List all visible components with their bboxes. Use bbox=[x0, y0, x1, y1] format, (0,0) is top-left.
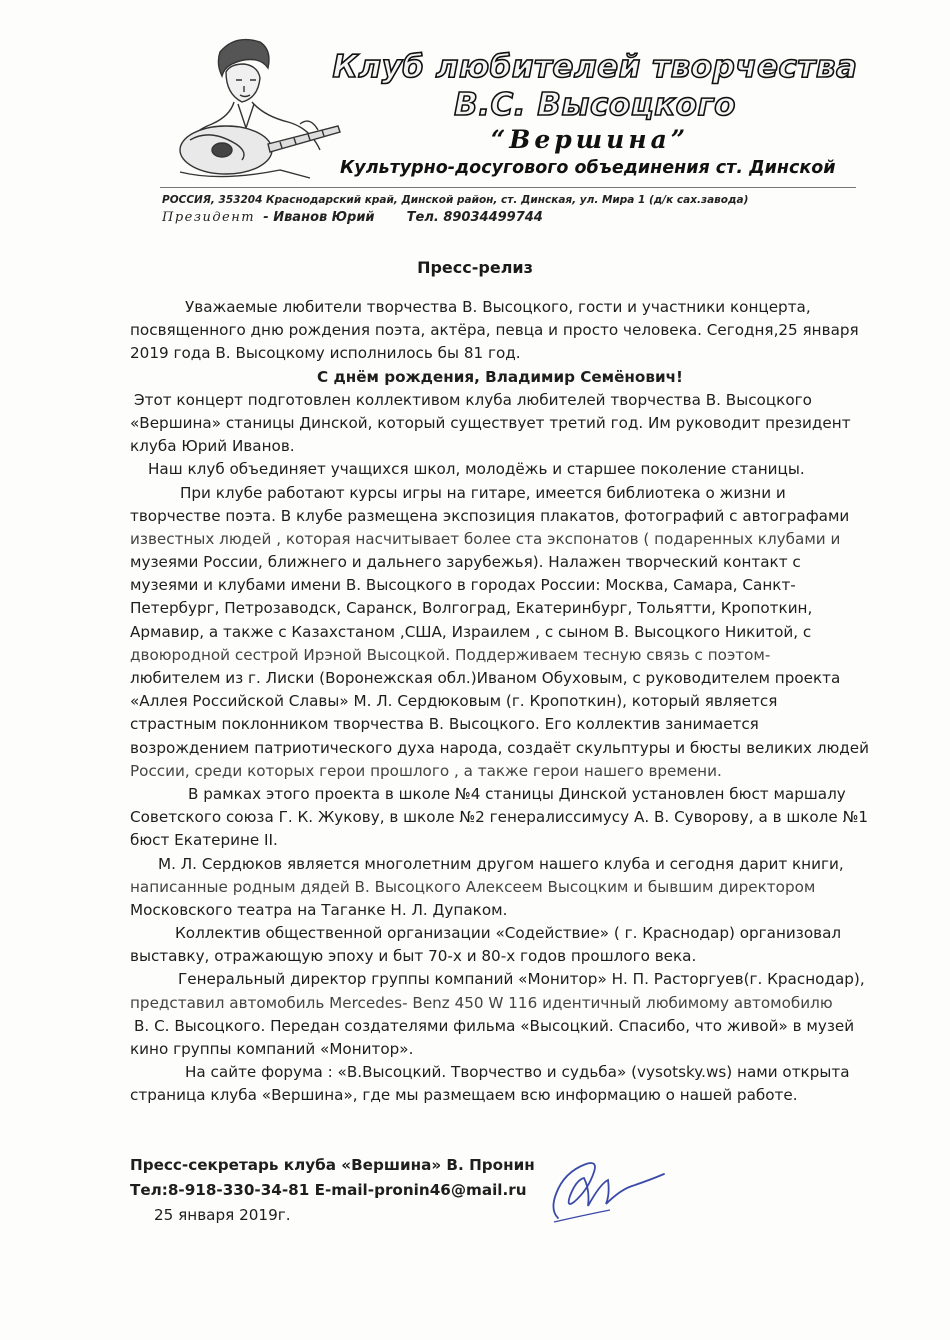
club-title-line1: Клуб любителей творчества bbox=[332, 49, 858, 85]
body-line: творчестве поэта. В клубе размещена экспозиция плакатов, фотографий с автографами bbox=[130, 506, 850, 525]
release-date: 25 января 2019г. bbox=[154, 1206, 291, 1224]
guitarist-logo-icon bbox=[160, 32, 345, 182]
body-line: Генеральный директор группы компаний «Монитор» Н. П. Расторгуев(г. Краснодар), bbox=[178, 970, 865, 989]
body-line: Петербург, Петрозаводск, Саранск, Волгоград, Екатеринбург, Тольятти, Кропоткин, bbox=[130, 599, 813, 618]
body-line: На сайте форума : «В.Высоцкий. Творчество и судьба» (vysotsky.ws) нами открыта bbox=[185, 1063, 850, 1082]
document-title: Пресс-релиз bbox=[417, 258, 533, 277]
body-line: музеями и клубами имени В. Высоцкого в городах России: Москва, Самара, Санкт- bbox=[130, 576, 796, 595]
body-line: России, среди которых герои прошлого , а также герои нашего времени. bbox=[130, 761, 722, 780]
body-line: Коллектив общественной организации «Содействие» ( г. Краснодар) организовал bbox=[175, 924, 842, 943]
press-contacts: Тел:8-918-330-34-81 E-mail-pronin46@mail.ru bbox=[130, 1181, 527, 1199]
body-line: возрождением патриотического духа народа, создаёт скульптуры и бюсты великих людей bbox=[130, 738, 870, 757]
association-name: Культурно-досугового объединения ст. Динской bbox=[340, 158, 836, 178]
president-phone: Тел. 89034499744 bbox=[406, 210, 543, 225]
body-line: Этот концерт подготовлен коллективом клуба любителей творчества В. Высоцкого bbox=[134, 390, 812, 409]
president-label: Президент bbox=[162, 210, 256, 225]
postal-address: РОССИЯ, 353204 Краснодарский край, Динской район, ст. Динская, ул. Мира 1 (д/к сах.завода) bbox=[162, 194, 749, 206]
body-line: Уважаемые любители творчества В. Высоцкого, гости и участники концерта, bbox=[185, 298, 811, 316]
body-line: известных людей , которая насчитывает более ста экспонатов ( подаренных клубами и bbox=[130, 529, 841, 548]
body-line: представил автомобиль Mercedes- Benz 450 W 116 идентичный любимому автомобилю bbox=[130, 993, 833, 1012]
body-line: страстным поклонником творчества В. Высоцкого. Его коллектив занимается bbox=[130, 715, 759, 734]
body-line: Армавир, а также с Казахстаном ,США, Израилем , с сыном В. Высоцкого Никитой, с bbox=[130, 622, 812, 641]
signature-block bbox=[130, 1153, 535, 1228]
body-line: В рамках этого проекта в школе №4 станицы Динской установлен бюст маршалу bbox=[188, 784, 846, 803]
club-title-line2: В.С. Высоцкого bbox=[454, 87, 736, 123]
body-line: Наш клуб объединяет учащихся школ, молодёжь и старшее поколение станицы. bbox=[148, 460, 805, 479]
body-line: выставку, отражающую эпоху и быт 70-х и 80-х годов прошлого века. bbox=[130, 947, 697, 966]
birthday-greeting: С днём рождения, Владимир Семёнович! bbox=[317, 367, 683, 386]
body-line: двоюродной сестрой Ирэной Высоцкой. Поддерживаем тесную связь с поэтом- bbox=[130, 645, 771, 664]
body-line: посвященного дню рождения поэта, актёра, певца и просто человека. Сегодня,25 января bbox=[130, 321, 859, 340]
body-line: М. Л. Сердюков является многолетним другом нашего клуба и сегодня дарит книги, bbox=[158, 854, 844, 873]
club-title bbox=[330, 48, 860, 124]
president-line bbox=[162, 210, 543, 225]
body-line: Московского театра на Таганке Н. Л. Дупаком. bbox=[130, 900, 508, 919]
body-line: бюст Екатерине II. bbox=[130, 831, 278, 850]
body-line: любителем из г. Лиски (Воронежская обл.)Иваном Обуховым, с руководителем проекта bbox=[130, 669, 841, 687]
press-release-body bbox=[130, 296, 870, 1108]
body-line: При клубе работают курсы игры на гитаре, имеется библиотека о жизни и bbox=[180, 483, 786, 502]
header-divider bbox=[160, 187, 856, 188]
body-line: написанные родным дядей В. Высоцкого Алексеем Высоцким и бывшим директором bbox=[130, 877, 816, 896]
body-line: «Вершина» станицы Динской, который существует третий год. Им руководит президент bbox=[130, 413, 851, 432]
body-line: В. С. Высоцкого. Передан создателями фильма «Высоцкий. Спасибо, что живой» в музей bbox=[134, 1016, 855, 1035]
body-line: «Аллея Российской Славы» М. Л. Сердюковым (г. Кропоткин), который является bbox=[130, 692, 778, 711]
body-line: кино группы компаний «Монитор». bbox=[130, 1040, 414, 1058]
body-line: Советского союза Г. К. Жукову, в школе №2 генералиссимусу А. В. Суворову, а в школе №1 bbox=[130, 808, 869, 827]
body-line: музеями России, ближнего и дальнего зарубежья). Налажен творческий контакт с bbox=[130, 553, 801, 572]
body-line: страница клуба «Вершина», где мы размещаем всю информацию о нашей работе. bbox=[130, 1086, 798, 1105]
president-name: - Иванов Юрий bbox=[263, 210, 375, 225]
body-line: клуба Юрий Иванов. bbox=[130, 437, 295, 456]
club-name: “Вершина” bbox=[490, 125, 690, 154]
body-line: 2019 года В. Высоцкому исполнилось бы 81 год. bbox=[130, 344, 521, 363]
press-secretary: Пресс-секретарь клуба «Вершина» В. Пронин bbox=[130, 1156, 535, 1174]
handwritten-signature-icon bbox=[540, 1150, 670, 1230]
